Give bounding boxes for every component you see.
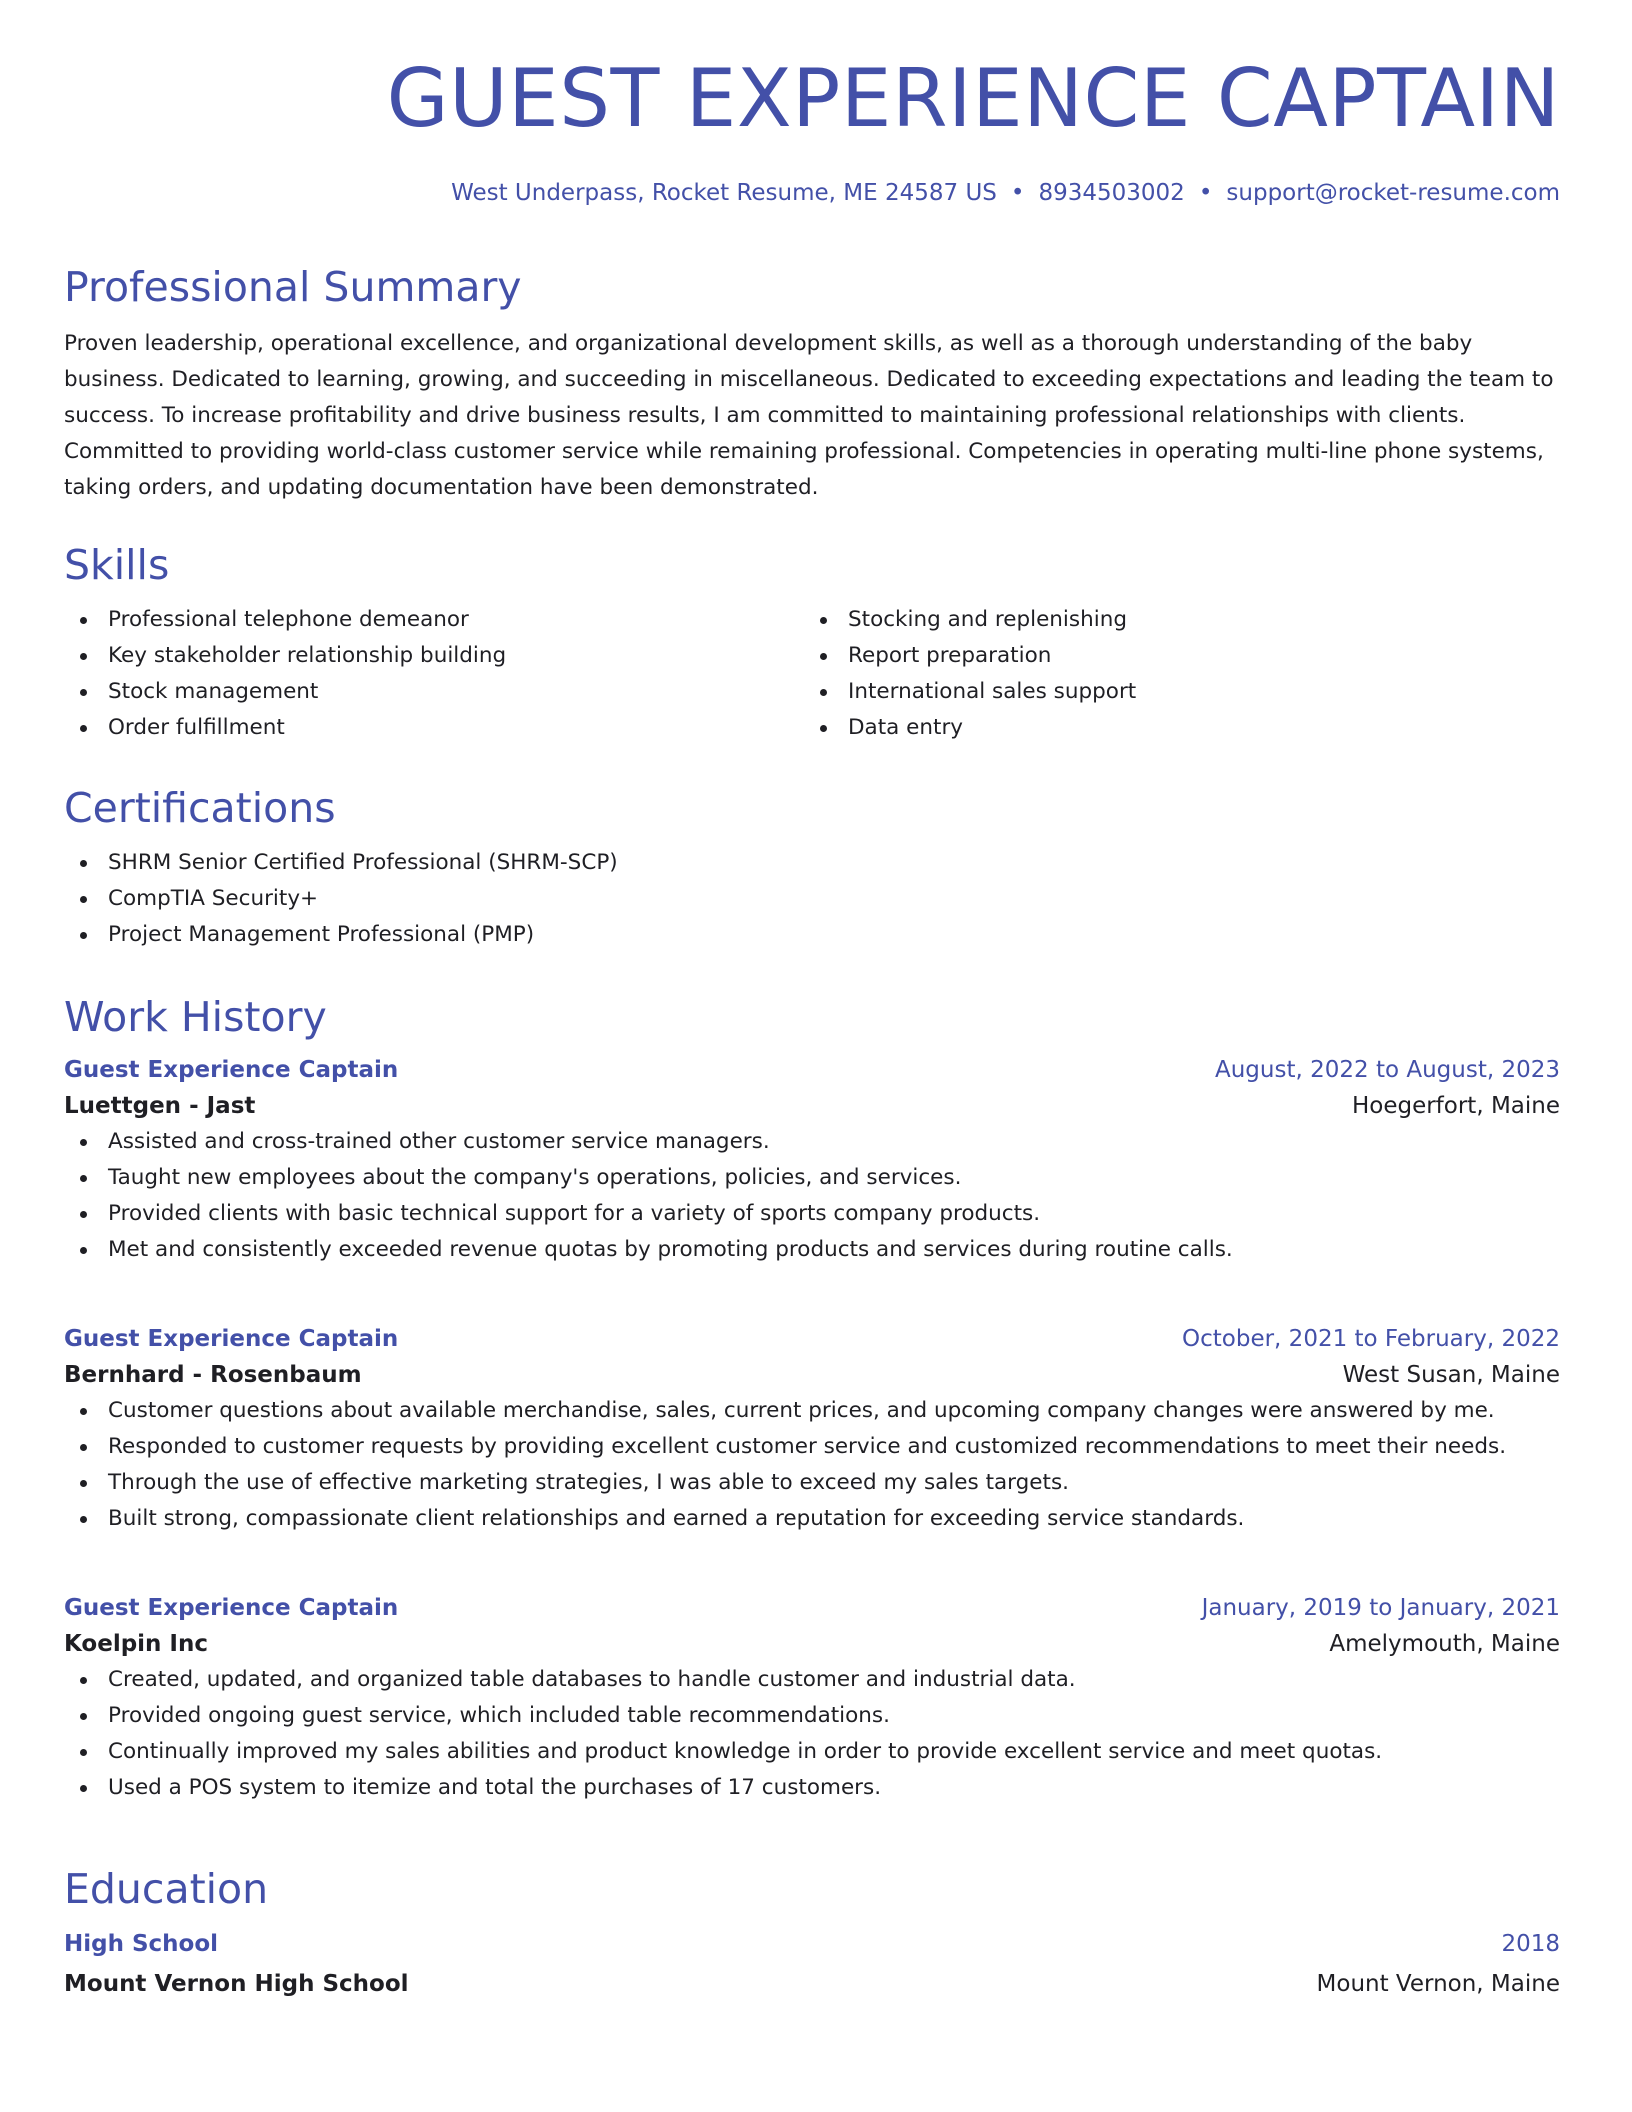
- job-company-row: [64, 1357, 1560, 1393]
- job-bullets: [64, 1662, 1560, 1806]
- certifications-section: [64, 783, 1560, 953]
- skills-list-left: [64, 602, 804, 746]
- skill-item: International sales support: [804, 674, 1544, 710]
- job-entry: [64, 1321, 1560, 1537]
- resume-page: [64, 0, 1560, 1997]
- job-dates: January, 2019 to January, 2021: [1201, 1595, 1560, 1621]
- certification-item: CompTIA Security+: [64, 881, 1560, 917]
- certifications-heading: Certifications: [64, 784, 336, 832]
- job-bullet: Provided ongoing guest service, which included table recommendations.: [64, 1698, 1560, 1734]
- job-location: Amelymouth, Maine: [1329, 1631, 1560, 1657]
- skills-section: [64, 540, 1560, 746]
- job-dates: October, 2021 to February, 2022: [1182, 1326, 1560, 1352]
- contact-line: [64, 178, 1560, 208]
- job-bullet: Met and consistently exceeded revenue quotas by promoting products and services during routine calls.: [64, 1232, 1560, 1268]
- skill-item: Order fulfillment: [64, 710, 804, 746]
- skill-item: Stock management: [64, 674, 804, 710]
- job-header-row: [64, 1590, 1560, 1626]
- job-bullet: Continually improved my sales abilities and product knowledge in order to provide excellent service and meet quotas.: [64, 1734, 1560, 1770]
- job-bullet: Assisted and cross-trained other customer service managers.: [64, 1124, 1560, 1160]
- contact-address: West Underpass, Rocket Resume, ME 24587 US: [451, 180, 997, 206]
- job-title: Guest Experience Captain: [64, 1057, 399, 1083]
- education-location: Mount Vernon, Maine: [1316, 1971, 1560, 1997]
- job-location: Hoegerfort, Maine: [1351, 1093, 1560, 1119]
- job-bullet: Used a POS system to itemize and total the purchases of 17 customers.: [64, 1770, 1560, 1806]
- education-entry: [64, 1926, 1560, 2002]
- job-company: Luettgen - Jast: [64, 1093, 256, 1119]
- separator-dot: •: [1198, 180, 1213, 206]
- skills-columns: [64, 602, 1560, 746]
- skill-item: Report preparation: [804, 638, 1544, 674]
- job-company-row: [64, 1088, 1560, 1124]
- skills-heading: Skills: [64, 541, 170, 589]
- job-header-row: [64, 1321, 1560, 1357]
- education-degree: High School: [64, 1931, 219, 1957]
- skill-item: Key stakeholder relationship building: [64, 638, 804, 674]
- job-title: Guest Experience Captain: [64, 1595, 399, 1621]
- job-entry: [64, 1590, 1560, 1806]
- job-bullet: Created, updated, and organized table databases to handle customer and industrial data.: [64, 1662, 1560, 1698]
- certification-item: Project Management Professional (PMP): [64, 917, 1560, 953]
- job-header-row: [64, 1052, 1560, 1088]
- skills-list-right: [804, 602, 1544, 746]
- summary-heading: Professional Summary: [64, 263, 522, 311]
- job-location: West Susan, Maine: [1342, 1362, 1560, 1388]
- job-bullets: [64, 1393, 1560, 1537]
- education-school: Mount Vernon High School: [64, 1971, 409, 1997]
- education-header-row: [64, 1926, 1560, 1962]
- job-entry: [64, 1052, 1560, 1268]
- job-company: Koelpin Inc: [64, 1631, 208, 1657]
- education-heading: Education: [64, 1865, 269, 1913]
- job-bullet: Through the use of effective marketing strategies, I was able to exceed my sales targets.: [64, 1465, 1560, 1501]
- resume-title: GUEST EXPERIENCE CAPTAIN: [386, 52, 1560, 145]
- contact-email[interactable]: support@rocket-resume.com: [1226, 180, 1560, 206]
- job-dates: August, 2022 to August, 2023: [1215, 1057, 1560, 1083]
- certifications-list: [64, 845, 1560, 953]
- job-title: Guest Experience Captain: [64, 1326, 399, 1352]
- certification-item: SHRM Senior Certified Professional (SHRM-SCP): [64, 845, 1560, 881]
- summary-text: Proven leadership, operational excellence, and organizational development skills, as well as a thorough understanding of the baby business. Dedicated to learning, growing, and succeeding in miscellaneous. Dedicated to exceeding expectations and leading the team to success. To increase profitability and drive business results, I am committed to maintaining professional relationships with clients. Committed to providing world-class customer service while remaining professional. Competencies in operating multi-line phone systems, taking orders, and updating documentation have been demonstrated.: [64, 331, 1554, 500]
- job-bullet: Customer questions about available merchandise, sales, current prices, and upcoming company changes were answered by me.: [64, 1393, 1560, 1429]
- work-history-heading: Work History: [64, 993, 327, 1041]
- job-bullet: Provided clients with basic technical support for a variety of sports company products.: [64, 1196, 1560, 1232]
- skill-item: Professional telephone demeanor: [64, 602, 804, 638]
- job-bullet: Taught new employees about the company's operations, policies, and services.: [64, 1160, 1560, 1196]
- job-company-row: [64, 1626, 1560, 1662]
- job-company: Bernhard - Rosenbaum: [64, 1362, 362, 1388]
- job-bullet: Responded to customer requests by providing excellent customer service and customized recommendations to meet their needs.: [64, 1429, 1560, 1465]
- contact-phone[interactable]: 8934503002: [1038, 180, 1185, 206]
- summary-section: [64, 262, 1560, 506]
- education-section: [64, 1864, 1560, 1914]
- education-school-row: [64, 1966, 1560, 2002]
- work-history-section: [64, 992, 1560, 1042]
- job-bullet: Built strong, compassionate client relationships and earned a reputation for exceeding service standards.: [64, 1501, 1560, 1537]
- skill-item: Data entry: [804, 710, 1544, 746]
- separator-dot: •: [1010, 180, 1025, 206]
- skill-item: Stocking and replenishing: [804, 602, 1544, 638]
- education-year: 2018: [1501, 1931, 1560, 1957]
- job-bullets: [64, 1124, 1560, 1268]
